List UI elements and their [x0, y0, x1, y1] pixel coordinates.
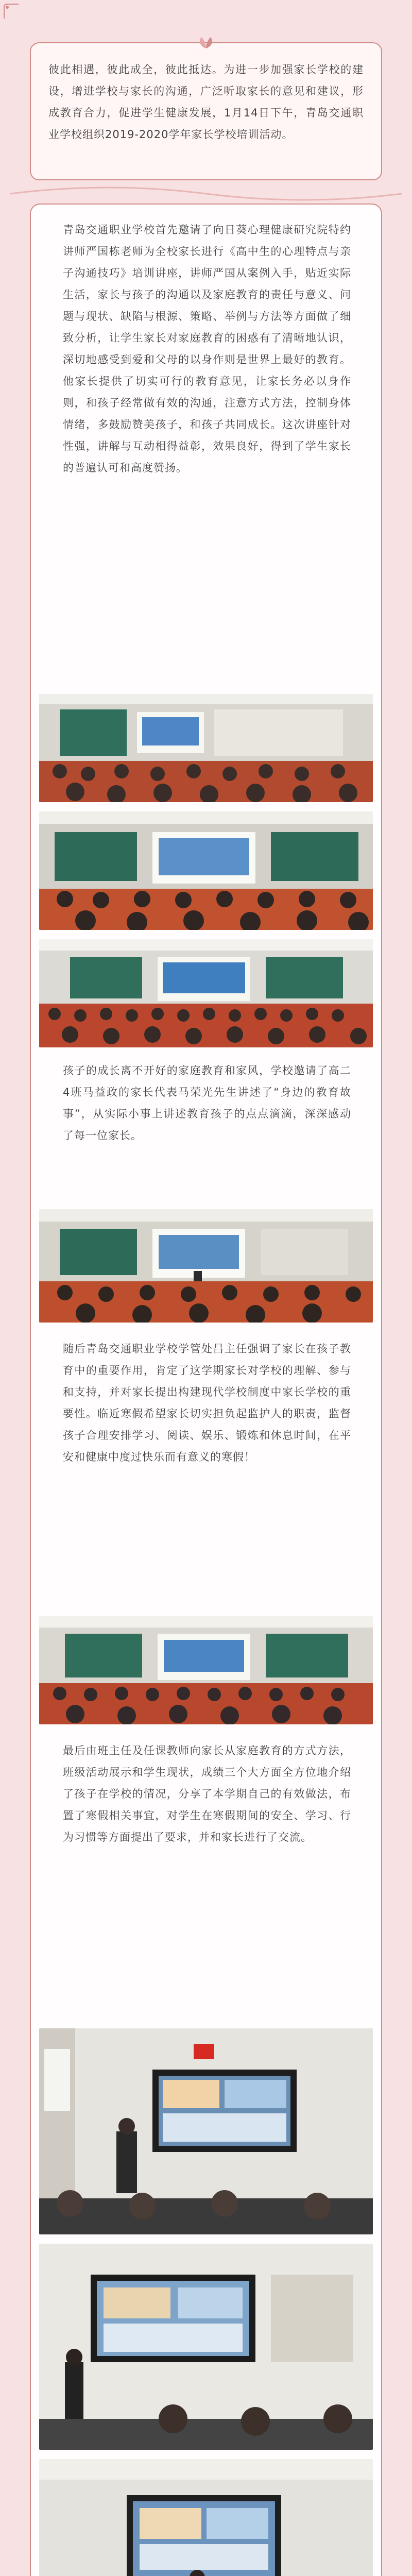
intro-text: 彼此相遇，彼此成全，彼此抵达。为进一步加强家长学校的建设，增进学校与家长的沟通，广泛听取家长的意见和建议，形成教育合力，促进学生健康发展，1月14日下午，青岛交通职业学校组织2019-2020学年家长学校培训活动。	[48, 63, 364, 141]
lecture-photo-1	[39, 694, 373, 802]
corner-ornament-top-left	[3, 3, 21, 21]
lecture-photo-3	[39, 939, 373, 1047]
lecture-photo-2	[39, 811, 373, 930]
wave-ribbon-divider	[10, 181, 402, 206]
section-1-text: 青岛交通职业学校首先邀请了向日葵心理健康研究院特约讲师严国栋老师为全校家长进行《高中生的心理特点与亲子沟通技巧》培训讲座，讲师严国从案例入手，贴近实际生活，家长与孩子的沟通以及家庭教育的责任与意义、问题与现状、缺陷与根源、策略、举例与方法等方面做了细致分析，让学生家长对家庭教育的困惑有了清晰地认识，深切地感受到爱和父母的以身作则是世界上最好的教育。他家长提供了切实可行的教育意见，让家长务必以身作则，和孩子经常做有效的沟通，注意方式方法，控制身体情绪，多鼓励赞美孩子，和孩子共同成长。这次讲座针对性强，讲解与互动相得益彰，效果良好，得到了学生家长的普遍认可和高度赞扬。	[63, 224, 351, 474]
leaf-ornament-icon	[195, 35, 217, 49]
content-card	[30, 204, 382, 2576]
section-2-text: 孩子的成长离不开好的家庭教育和家风，学校邀请了高二4班马益政的家长代表马荣光先生讲述了“身边的教育故事”，从实际小事上讲述教育孩子的点点滴滴，深深感动了每一位家长。	[63, 1064, 351, 1142]
director-speech-photo	[39, 1616, 373, 1724]
classroom-photo-3	[39, 2459, 373, 2576]
section-4-text: 最后由班主任及任课教师向家长从家庭教育的方式方法，班级活动展示和学生现状，成绩三个大方面全方位地介绍了孩子在学校的情况，分享了本学期自己的有效做法，布置了寒假相关事宜，对学生在寒假期间的安全、学习、行为习惯等方面提出了要求，并和家长进行了交流。	[63, 1744, 351, 1843]
parent-speech-photo	[39, 1209, 373, 1323]
classroom-photo-2	[39, 2244, 373, 2450]
intro-box	[30, 42, 382, 180]
classroom-photo-1	[39, 2028, 373, 2234]
section-3-text: 随后青岛交通职业学校学管处吕主任强调了家长在孩子教育中的重要作用，肯定了这学期家长对学校的理解、参与和支持，并对家长提出构建现代学校制度中家长学校的重要性。临近寒假希望家长切实担负起监护人的职责，监督孩子合理安排学习、阅读、娱乐、锻炼和休息时间，在平安和健康中度过快乐而有意义的寒假！	[63, 1343, 351, 1463]
